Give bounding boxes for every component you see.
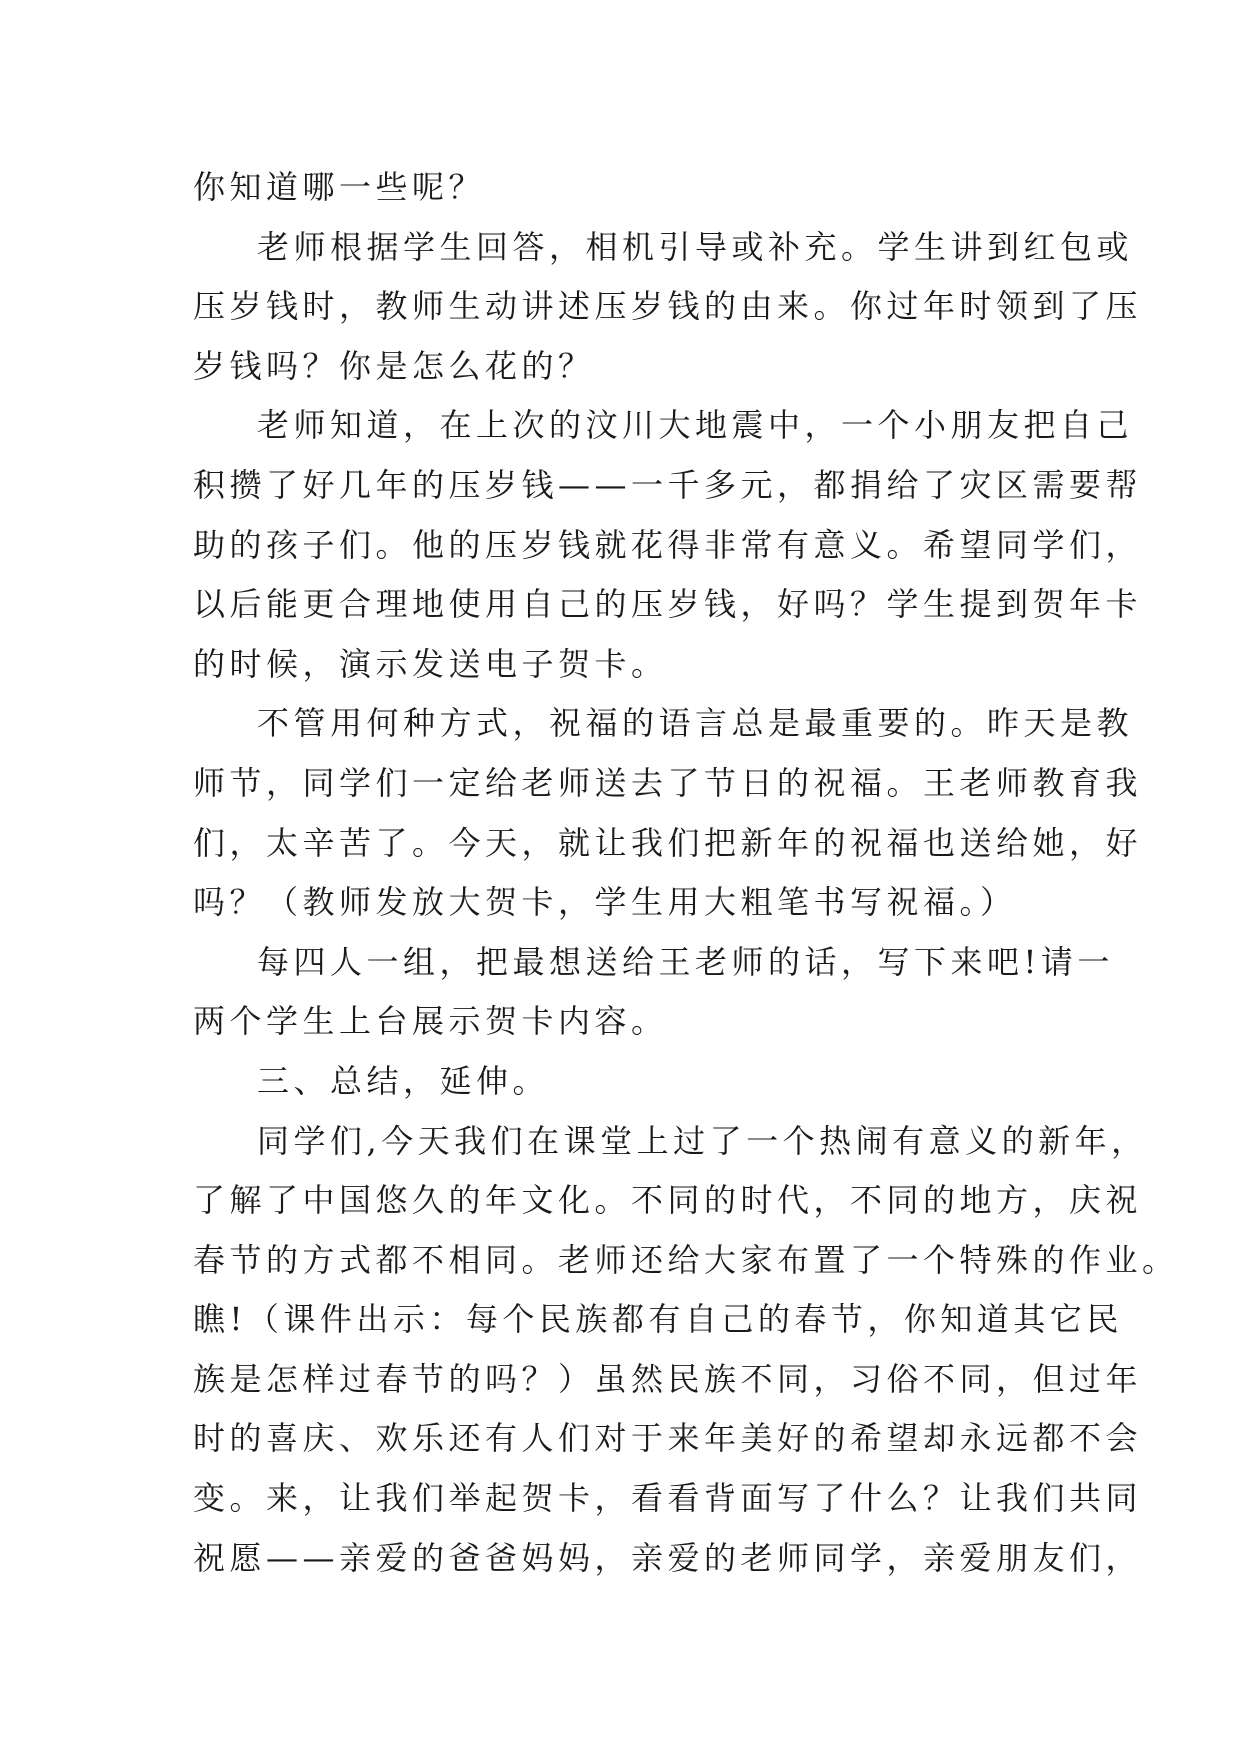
- text-line: 了解了中国悠久的年文化。不同的时代，不同的地方，庆祝: [193, 1181, 1143, 1220]
- text-line: 的时候，演示发送电子贺卡。: [193, 644, 668, 683]
- document-body: [193, 158, 1179, 1588]
- text-line: 春节的方式都不相同。老师还给大家布置了一个特殊的作业。: [193, 1240, 1179, 1279]
- text-line: 族是怎样过春节的吗？）虽然民族不同，习俗不同，但过年: [193, 1359, 1143, 1398]
- text-line: 瞧!（课件出示：每个民族都有自己的春节，你知道其它民: [193, 1300, 1123, 1339]
- text-line: 两个学生上台展示贺卡内容。: [193, 1002, 668, 1041]
- text-line: 你知道哪一些呢？: [193, 168, 486, 206]
- text-line: 变。来，让我们举起贺卡，看看背面写了什么？让我们共同: [193, 1479, 1143, 1518]
- text-line: 时的喜庆、欢乐还有人们对于来年美好的希望却永远都不会: [193, 1419, 1143, 1458]
- section-heading: 三、总结，延伸。: [257, 1061, 550, 1100]
- text-line: 压岁钱时，教师生动讲述压岁钱的由来。你过年时领到了压: [193, 287, 1143, 326]
- text-line: 师节，同学们一定给老师送去了节日的祝福。王老师教育我: [193, 763, 1143, 802]
- text-line: 吗？（教师发放大贺卡，学生用大粗笔书写祝福。）: [193, 883, 1017, 922]
- text-line: 祝愿——亲爱的爸爸妈妈，亲爱的老师同学，亲爱朋友们，: [193, 1538, 1143, 1577]
- text-line: 岁钱吗？你是怎么花的？: [193, 346, 595, 385]
- text-line: 们，太辛苦了。今天，就让我们把新年的祝福也送给她，好: [193, 823, 1143, 862]
- text-line: 不管用何种方式，祝福的语言总是最重要的。昨天是教: [257, 704, 1134, 743]
- text-line: 助的孩子们。他的压岁钱就花得非常有意义。希望同学们，: [193, 525, 1143, 564]
- text-line: 积攒了好几年的压岁钱——一千多元，都捐给了灾区需要帮: [193, 465, 1143, 504]
- text-line: 老师知道，在上次的汶川大地震中，一个小朋友把自己: [257, 406, 1134, 445]
- text-line: 同学们,今天我们在课堂上过了一个热闹有意义的新年，: [257, 1121, 1148, 1160]
- text-line: 每四人一组，把最想送给王老师的话，写下来吧!请一: [257, 942, 1114, 981]
- text-line: 以后能更合理地使用自己的压岁钱，好吗？学生提到贺年卡: [193, 585, 1143, 624]
- text-line: 老师根据学生回答，相机引导或补充。学生讲到红包或: [257, 227, 1134, 266]
